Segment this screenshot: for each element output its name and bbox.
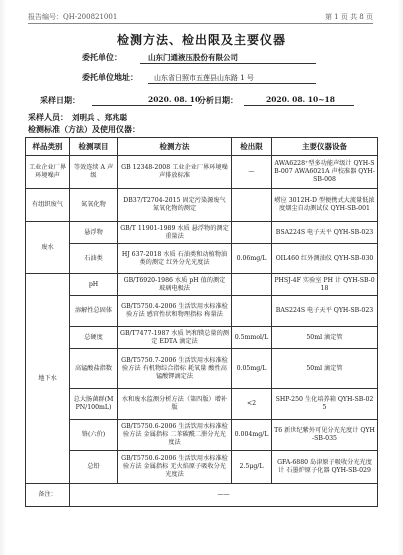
limit-cell [232, 296, 272, 327]
header-rule [28, 23, 373, 24]
limit-cell: 0.004mg/L [232, 420, 272, 451]
method-cell: GB/T 11901-1989 水质 悬浮物的测定 重量法 [118, 222, 232, 244]
instrument-cell: 崂应 3012H-D 型便携式大流量低浓度烟尘自动测试仪 QYH-SB-001 [272, 189, 378, 222]
analysis-date-label: 分析日期： [198, 95, 238, 105]
item-cell: 高锰酸盐指数 [70, 349, 118, 389]
table-row [26, 244, 378, 274]
method-cell: GB/T5750.7-2006 生活饮用水标准检验方法 有机物综合指标 耗氧量 酸性高锰酸钾滴定法 [118, 349, 232, 389]
table-row [26, 349, 378, 389]
client-underline [140, 63, 316, 64]
category-cell: 废水 [26, 222, 70, 274]
standard-method-label: 检测标准（方法）及使用仪器： [28, 124, 140, 134]
instrument-cell: BSA224S 电子天平 QYH-SB-023 [272, 222, 378, 244]
note-value: —— [70, 484, 378, 507]
method-cell: GB/T5750.6-2006 生活饮用水标准检验方法 金属指标 无火焰原子吸收分光光度法 [118, 451, 232, 484]
analysis-date-value: 2020. 08. 10~18 [266, 95, 335, 104]
address-label: 委托单位地址： [82, 72, 138, 82]
item-cell: 等效连续 A 声级 [70, 156, 118, 189]
item-cell: 悬浮物 [70, 222, 118, 244]
limit-cell: 0.5mmol/L [232, 327, 272, 349]
method-cell: HJ 637-2018 水质 石油类和动植物油类的测定 红外分光光度法 [118, 244, 232, 274]
instrument-cell: SHP-250 生化培养箱 QYH-SB-025 [272, 389, 378, 420]
method-cell: DB37/T2704-2015 固定污染源废气 氮氧化物的测定 [118, 189, 232, 222]
limit-cell [232, 222, 272, 244]
sampling-date-underline [92, 105, 192, 106]
instrument-cell: GFA-6880 岛津原子吸收分光光度计 石墨炉原子化器 QYH-SB-029 [272, 451, 378, 484]
report-number: 报告编号：QH-200821001 [28, 13, 118, 21]
item-cell: 总大肠菌群(MPN/100mL) [70, 389, 118, 420]
document-title: 检测方法、检出限及主要仪器 [116, 33, 286, 47]
instrument-cell: OIL460 红外测油仪 QYH-SB-030 [272, 244, 378, 274]
limit-cell [232, 189, 272, 222]
instrument-cell: 50ml 滴定管 [272, 327, 378, 349]
item-cell: 溶解性总固体 [70, 296, 118, 327]
limit-cell: 0.06mg/L [232, 244, 272, 274]
table-row [26, 389, 378, 420]
table-row [26, 222, 378, 244]
limit-cell: <2 [232, 389, 272, 420]
instrument-cell: 50ml 滴定管 [272, 349, 378, 389]
instrument-cell: T6 新世纪紫外可见分光光度计 QYH-SB-035 [272, 420, 378, 451]
instrument-cell: BAS224S 电子天平 QYH-SB-023 [272, 296, 378, 327]
header-test-item: 检测项目 [70, 138, 118, 156]
note-row [26, 484, 378, 507]
methods-table [25, 137, 378, 507]
item-cell: 铬(六价) [70, 420, 118, 451]
method-cell: GB 12348-2008 工业企业厂界环境噪声排放标准 [118, 156, 232, 189]
item-cell: 石油类 [70, 244, 118, 274]
instrument-cell: PHSJ-4F 实验室 PH 计 QYH-SB-018 [272, 274, 378, 296]
sampling-date-value: 2020. 08. 10 [148, 95, 201, 104]
sampling-date-label: 采样日期： [40, 95, 80, 105]
method-cell: GB/T5750.4-2006 生活饮用水标准检验方法 感官性状和物理指标 称量法 [118, 296, 232, 327]
client-label: 委托单位： [82, 52, 122, 62]
method-cell: 水和废水监测分析方法（第四版）增补版 [118, 389, 232, 420]
page-indicator: 第 1 页 共 8 页 [324, 13, 373, 21]
address-underline [148, 83, 316, 84]
table-row [26, 327, 378, 349]
item-cell: 氮氧化物 [70, 189, 118, 222]
address-value: 山东省日照市五莲县山东路 1 号 [154, 74, 254, 82]
instrument-cell: AWA6228⁺型多功能声级计 QYH-SB-007 AWA6021A 声校准器 QYH-SB-008 [272, 156, 378, 189]
header-sample-category: 样品类别 [26, 138, 70, 156]
method-cell: GB/T7477-1987 水质 钙和镁总量的测定 EDTA 滴定法 [118, 327, 232, 349]
analysis-date-underline [244, 105, 354, 106]
header-test-method: 检测方法 [118, 138, 232, 156]
sampler-label: 采样人员： [28, 112, 68, 122]
table-row [26, 156, 378, 189]
header-main-instrument: 主要仪器设备 [272, 138, 378, 156]
table-row [26, 189, 378, 222]
item-cell: pH [70, 274, 118, 296]
client-value: 山东门通液压股份有限公司 [148, 53, 238, 62]
method-cell: GB/T6920-1986 水质 pH 值的测定 玻璃电极法 [118, 274, 232, 296]
limit-cell: 2.5μg/L [232, 451, 272, 484]
note-label: 备注： [26, 484, 70, 507]
item-cell: 总铅 [70, 451, 118, 484]
header-detection-limit: 检出限 [232, 138, 272, 156]
table-header-row [26, 138, 378, 156]
category-cell: 地下水 [26, 274, 70, 484]
limit-cell [232, 274, 272, 296]
sampler-value: 刘明兵 、郑兆聪 [72, 113, 128, 122]
method-cell: GB/T5750.6-2006 生活饮用水标准检验方法 金属指标 二苯碳酰二肼分光光度法 [118, 420, 232, 451]
limit-cell: — [232, 156, 272, 189]
category-cell: 工业企业厂界环境噪声 [26, 156, 70, 189]
limit-cell: 0.05mg/L [232, 349, 272, 389]
category-cell: 有组织废气 [26, 189, 70, 222]
item-cell: 总硬度 [70, 327, 118, 349]
table-row [26, 296, 378, 327]
table-row [26, 274, 378, 296]
table-row [26, 420, 378, 451]
table-row [26, 451, 378, 484]
